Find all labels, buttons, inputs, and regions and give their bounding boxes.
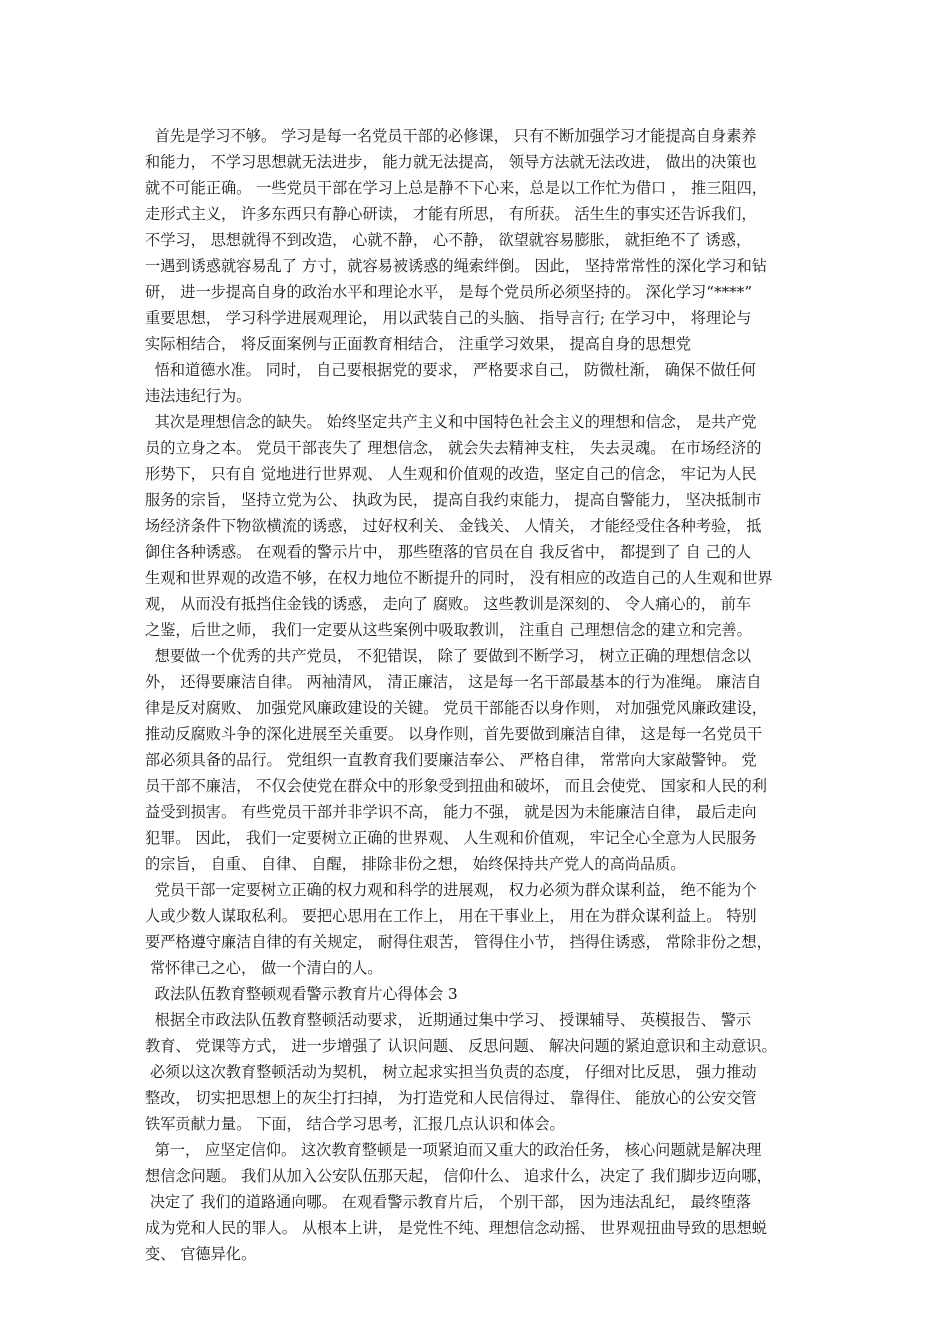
text-line: 根据全市政法队伍教育整顿活动要求， 近期通过集中学习、 授课辅导、 英模报告、 警示 <box>145 1011 752 1029</box>
text-line: 第一， 应坚定信仰。 这次教育整顿是一项紧迫而又重大的政治任务， 核心问题就是解决理 <box>145 1141 762 1159</box>
text-line: 御住各种诱惑。 在观看的警示片中， 那些堕落的官员在自 我反省中， 都提到了 自 己的人 <box>145 543 752 561</box>
text-line: 之鉴，后世之师， 我们一定要从这些案例中吸取教训， 注重自 己理想信念的建立和完善。 <box>145 621 752 639</box>
text-line: 走形式主义， 许多东西只有静心研读， 才能有所思， 有所获。 活生生的事实还告诉我们， <box>145 205 757 223</box>
section-heading: 政法队伍教育整顿观看警示教育片心得体会 3 <box>145 985 458 1003</box>
text-line: 推动反腐败斗争的深化进展至关重要。 以身作则，首先要做到廉洁自律， 这是每一名党员干 <box>145 725 763 743</box>
text-line: 变、 官德异化。 <box>145 1245 257 1263</box>
text-line: 整改， 切实把思想上的灰尘打扫掉， 为打造党和人民信得过、 靠得住、 能放心的公安交管 <box>145 1089 757 1107</box>
text-line: 要严格遵守廉洁自律的有关规定， 耐得住艰苦， 管得住小节， 挡得住诱惑， 常除非份之想， <box>145 933 772 951</box>
text-line: 研， 进一步提高自身的政治水平和理论水平， 是每个党员所必须坚持的。 深化学习“****” <box>145 283 753 301</box>
text-line: 生观和世界观的改造不够，在权力地位不断提升的同时， 没有相应的改造自己的人生观和世界 <box>145 569 773 587</box>
text-line: 人或少数人谋取私利。 要把心思用在工作上， 用在干事业上， 用在为群众谋利益上。 特别 <box>145 907 757 925</box>
text-line: 必须以这次教育整顿活动为契机， 树立起求实担当负责的态度， 仔细对比反思， 强力推动 <box>145 1063 757 1081</box>
text-line: 益受到损害。 有些党员干部并非学识不高， 能力不强， 就是因为未能廉洁自律， 最后走向 <box>145 803 757 821</box>
text-line: 铁军贡献力量。 下面， 结合学习思考，汇报几点认识和体会。 <box>145 1115 565 1133</box>
text-line: 想信念问题。 我们从加入公安队伍那天起， 信仰什么、 追求什么，决定了 我们脚步迈向哪， <box>145 1167 772 1185</box>
text-line: 场经济条件下物欲横流的诱惑， 过好权利关、 金钱关、 人情关， 才能经受住各种考验， 抵 <box>145 517 762 535</box>
text-line: 员的立身之本。 党员干部丧失了 理想信念， 就会失去精神支柱， 失去灵魂。 在市场经济的 <box>145 439 762 457</box>
text-line: 决定了 我们的道路通向哪。 在观看警示教育片后， 个别干部， 因为违法乱纪， 最终堕落 <box>145 1193 752 1211</box>
text-line: 常怀律己之心， 做一个清白的人。 <box>145 959 383 977</box>
text-line: 悟和道德水准。 同时， 自己要根据党的要求， 严格要求自己， 防微杜渐， 确保不做任何 <box>145 361 756 379</box>
text-line: 观， 从而没有抵挡住金钱的诱惑， 走向了 腐败。 这些教训是深刻的、 令人痛心的， 前车 <box>145 595 752 613</box>
text-line: 违法违纪行为。 <box>145 387 252 405</box>
text-line: 实际相结合， 将反面案例与正面教育相结合， 注重学习效果， 提高自身的思想党 <box>145 335 692 353</box>
text-line: 律是反对腐败、 加强党风廉政建设的关键。 党员干部能否以身作则， 对加强党风廉政建设， <box>145 699 767 717</box>
text-line: 教育、 党课等方式， 进一步增强了 认识问题、 反思问题、 解决问题的紧迫意识和主动意识。 <box>145 1037 777 1055</box>
text-line: 就不可能正确。 一些党员干部在学习上总是静不下心来，总是以工作忙为借口 ， 推三阻四， <box>145 179 767 197</box>
text-line: 首先是学习不够。 学习是每一名党员干部的必修课， 只有不断加强学习才能提高自身素养 <box>145 127 757 145</box>
text-line: 外， 还得要廉洁自律。 两袖清风， 清正廉洁， 这是每一名干部最基本的行为准绳。 廉洁自 <box>145 673 762 691</box>
text-line: 和能力， 不学习思想就无法进步， 能力就无法提高， 领导方法就无法改进， 做出的决策也 <box>145 153 757 171</box>
text-line: 员干部不廉洁， 不仅会使党在群众中的形象受到扭曲和破坏， 而且会使党、 国家和人民的利 <box>145 777 767 795</box>
text-line: 一遇到诱惑就容易乱了 方寸，就容易被诱惑的绳索绊倒。 因此， 坚持常常性的深化学习和钻 <box>145 257 767 275</box>
text-line: 服务的宗旨， 坚持立党为公、 执政为民， 提高自我约束能力， 提高自警能力， 坚决抵制市 <box>145 491 762 509</box>
text-line: 想要做一个优秀的共产党员， 不犯错误， 除了 要做到不断学习， 树立正确的理想信念以 <box>145 647 752 665</box>
text-line: 犯罪。 因此， 我们一定要树立正确的世界观、 人生观和价值观， 牢记全心全意为人民服务 <box>145 829 757 847</box>
text-line: 不学习， 思想就得不到改造， 心就不静， 心不静， 欲望就容易膨胀， 就拒绝不了 诱惑， <box>145 231 752 249</box>
text-line: 重要思想， 学习科学进展观理论， 用以武装自己的头脑、 指导言行; 在学习中， 将理论与 <box>145 309 752 327</box>
text-line: 成为党和人民的罪人。 从根本上讲， 是党性不纯、理想信念动摇、 世界观扭曲导致的思想蜕 <box>145 1219 767 1237</box>
text-line: 其次是理想信念的缺失。 始终坚定共产主义和中国特色社会主义的理想和信念， 是共产党 <box>145 413 757 431</box>
text-line: 党员干部一定要树立正确的权力观和科学的进展观， 权力必须为群众谋利益， 绝不能为个 <box>145 881 757 899</box>
text-line: 的宗旨， 自重、 自律、 自醒， 排除非份之想， 始终保持共产党人的高尚品质。 <box>145 855 686 873</box>
text-line: 部必须具备的品行。 党组织一直教育我们要廉洁奉公、 严格自律， 常常向大家敲警钟。 党 <box>145 751 757 769</box>
text-line: 形势下， 只有自 觉地进行世界观、 人生观和价值观的改造，坚定自己的信念， 牢记为人民 <box>145 465 757 483</box>
